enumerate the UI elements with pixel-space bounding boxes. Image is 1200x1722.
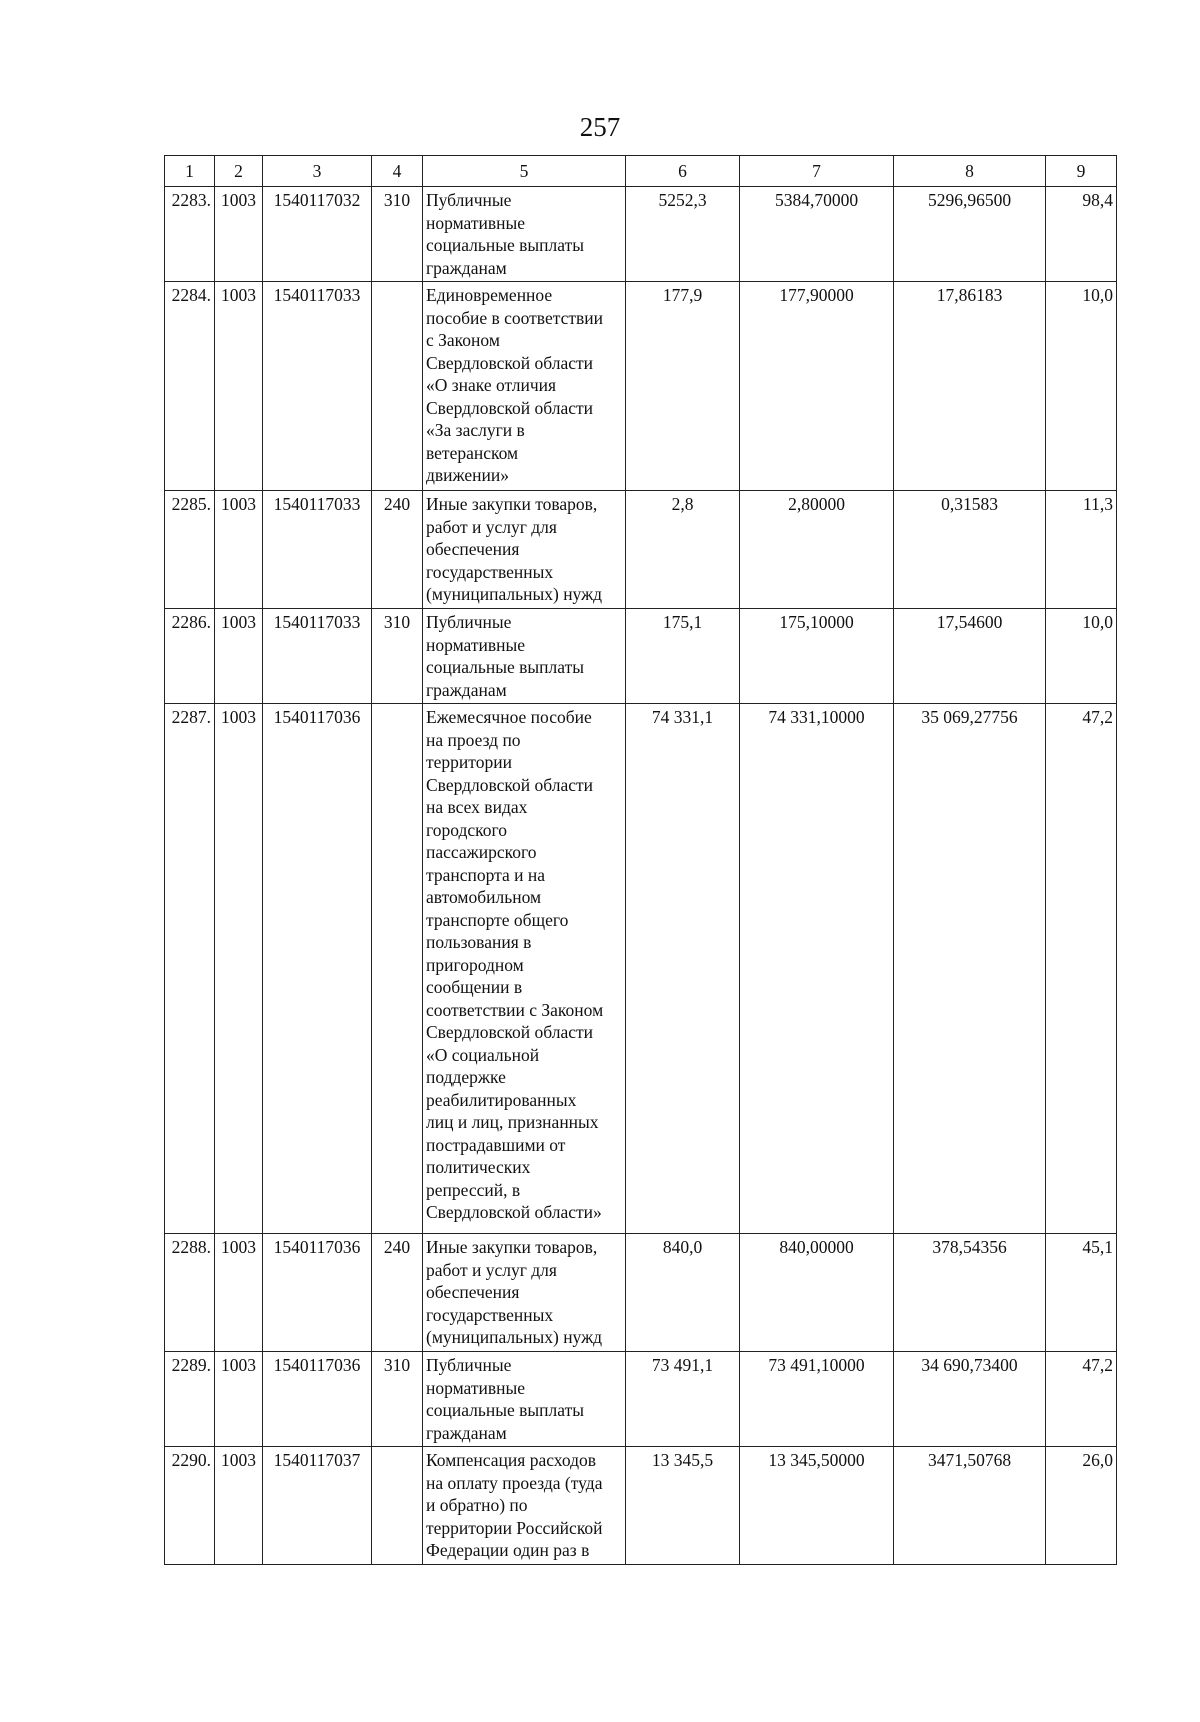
row-description: Единовременное пособие в соответствии с Законом Свердловской области «О знаке отличия Свердловской области «За заслуги в ветеранском движении» xyxy=(423,282,626,491)
row-number: 2288. xyxy=(165,1234,215,1352)
row-description: Иные закупки товаров, работ и услуг для обеспечения государственных (муниципальных) нужд xyxy=(423,1234,626,1352)
expense-type-code: 310 xyxy=(372,187,423,282)
execution-percent: 47,2 xyxy=(1046,704,1117,1234)
row-description: Иные закупки товаров, работ и услуг для обеспечения государственных (муниципальных) нужд xyxy=(423,491,626,609)
section-code: 1003 xyxy=(215,1352,263,1447)
table-row xyxy=(165,1234,1117,1352)
plan-amount: 13 345,5 xyxy=(626,1447,740,1565)
section-code: 1003 xyxy=(215,704,263,1234)
row-number: 2285. xyxy=(165,491,215,609)
plan-amount: 74 331,1 xyxy=(626,704,740,1234)
table-row xyxy=(165,609,1117,704)
executed-amount: 0,31583 xyxy=(894,491,1046,609)
header-col-1: 1 xyxy=(165,156,215,187)
table-row xyxy=(165,187,1117,282)
executed-amount: 17,54600 xyxy=(894,609,1046,704)
header-col-7: 7 xyxy=(740,156,894,187)
executed-amount: 35 069,27756 xyxy=(894,704,1046,1234)
row-description: Публичные нормативные социальные выплаты гражданам xyxy=(423,1352,626,1447)
approved-amount: 13 345,50000 xyxy=(740,1447,894,1565)
execution-percent: 11,3 xyxy=(1046,491,1117,609)
plan-amount: 177,9 xyxy=(626,282,740,491)
target-article-code: 1540117033 xyxy=(263,282,372,491)
plan-amount: 2,8 xyxy=(626,491,740,609)
table-row xyxy=(165,282,1117,491)
row-number: 2283. xyxy=(165,187,215,282)
execution-percent: 47,2 xyxy=(1046,1352,1117,1447)
expense-type-code xyxy=(372,1447,423,1565)
row-description: Публичные нормативные социальные выплаты гражданам xyxy=(423,609,626,704)
plan-amount: 840,0 xyxy=(626,1234,740,1352)
plan-amount: 73 491,1 xyxy=(626,1352,740,1447)
target-article-code: 1540117036 xyxy=(263,704,372,1234)
target-article-code: 1540117037 xyxy=(263,1447,372,1565)
executed-amount: 34 690,73400 xyxy=(894,1352,1046,1447)
row-number: 2290. xyxy=(165,1447,215,1565)
budget-table xyxy=(164,155,1117,1565)
row-description: Ежемесячное пособие на проезд по территории Свердловской области на всех видах городского пассажирского транспорта и на автомобильном транспорте общего пользования в пригородном сообщении в соответствии с Законом Свердловской области «О социальной поддержке реабилитированных лиц и лиц, признанных пострадавшими от политических репрессий, в Свердловской области» xyxy=(423,704,626,1234)
plan-amount: 175,1 xyxy=(626,609,740,704)
approved-amount: 840,00000 xyxy=(740,1234,894,1352)
target-article-code: 1540117033 xyxy=(263,609,372,704)
execution-percent: 98,4 xyxy=(1046,187,1117,282)
section-code: 1003 xyxy=(215,491,263,609)
expense-type-code: 310 xyxy=(372,1352,423,1447)
section-code: 1003 xyxy=(215,1234,263,1352)
approved-amount: 5384,70000 xyxy=(740,187,894,282)
expense-type-code xyxy=(372,704,423,1234)
plan-amount: 5252,3 xyxy=(626,187,740,282)
expense-type-code: 310 xyxy=(372,609,423,704)
table-row xyxy=(165,491,1117,609)
execution-percent: 45,1 xyxy=(1046,1234,1117,1352)
header-col-9: 9 xyxy=(1046,156,1117,187)
execution-percent: 10,0 xyxy=(1046,609,1117,704)
row-number: 2287. xyxy=(165,704,215,1234)
executed-amount: 3471,50768 xyxy=(894,1447,1046,1565)
row-number: 2284. xyxy=(165,282,215,491)
row-number: 2289. xyxy=(165,1352,215,1447)
target-article-code: 1540117036 xyxy=(263,1352,372,1447)
section-code: 1003 xyxy=(215,187,263,282)
expense-type-code: 240 xyxy=(372,1234,423,1352)
row-description: Компенсация расходов на оплату проезда (туда и обратно) по территории Российской Федерации один раз в xyxy=(423,1447,626,1565)
approved-amount: 73 491,10000 xyxy=(740,1352,894,1447)
approved-amount: 177,90000 xyxy=(740,282,894,491)
approved-amount: 175,10000 xyxy=(740,609,894,704)
header-col-8: 8 xyxy=(894,156,1046,187)
execution-percent: 26,0 xyxy=(1046,1447,1117,1565)
target-article-code: 1540117032 xyxy=(263,187,372,282)
section-code: 1003 xyxy=(215,282,263,491)
target-article-code: 1540117036 xyxy=(263,1234,372,1352)
approved-amount: 74 331,10000 xyxy=(740,704,894,1234)
executed-amount: 378,54356 xyxy=(894,1234,1046,1352)
executed-amount: 17,86183 xyxy=(894,282,1046,491)
row-number: 2286. xyxy=(165,609,215,704)
expense-type-code: 240 xyxy=(372,491,423,609)
header-row xyxy=(165,156,1117,187)
execution-percent: 10,0 xyxy=(1046,282,1117,491)
header-col-2: 2 xyxy=(215,156,263,187)
table-row xyxy=(165,1352,1117,1447)
header-col-4: 4 xyxy=(372,156,423,187)
header-col-5: 5 xyxy=(423,156,626,187)
header-col-6: 6 xyxy=(626,156,740,187)
table-row xyxy=(165,1447,1117,1565)
page-number: 257 xyxy=(579,112,621,142)
table-row xyxy=(165,704,1117,1234)
header-col-3: 3 xyxy=(263,156,372,187)
approved-amount: 2,80000 xyxy=(740,491,894,609)
section-code: 1003 xyxy=(215,1447,263,1565)
section-code: 1003 xyxy=(215,609,263,704)
expense-type-code xyxy=(372,282,423,491)
row-description: Публичные нормативные социальные выплаты гражданам xyxy=(423,187,626,282)
target-article-code: 1540117033 xyxy=(263,491,372,609)
executed-amount: 5296,96500 xyxy=(894,187,1046,282)
